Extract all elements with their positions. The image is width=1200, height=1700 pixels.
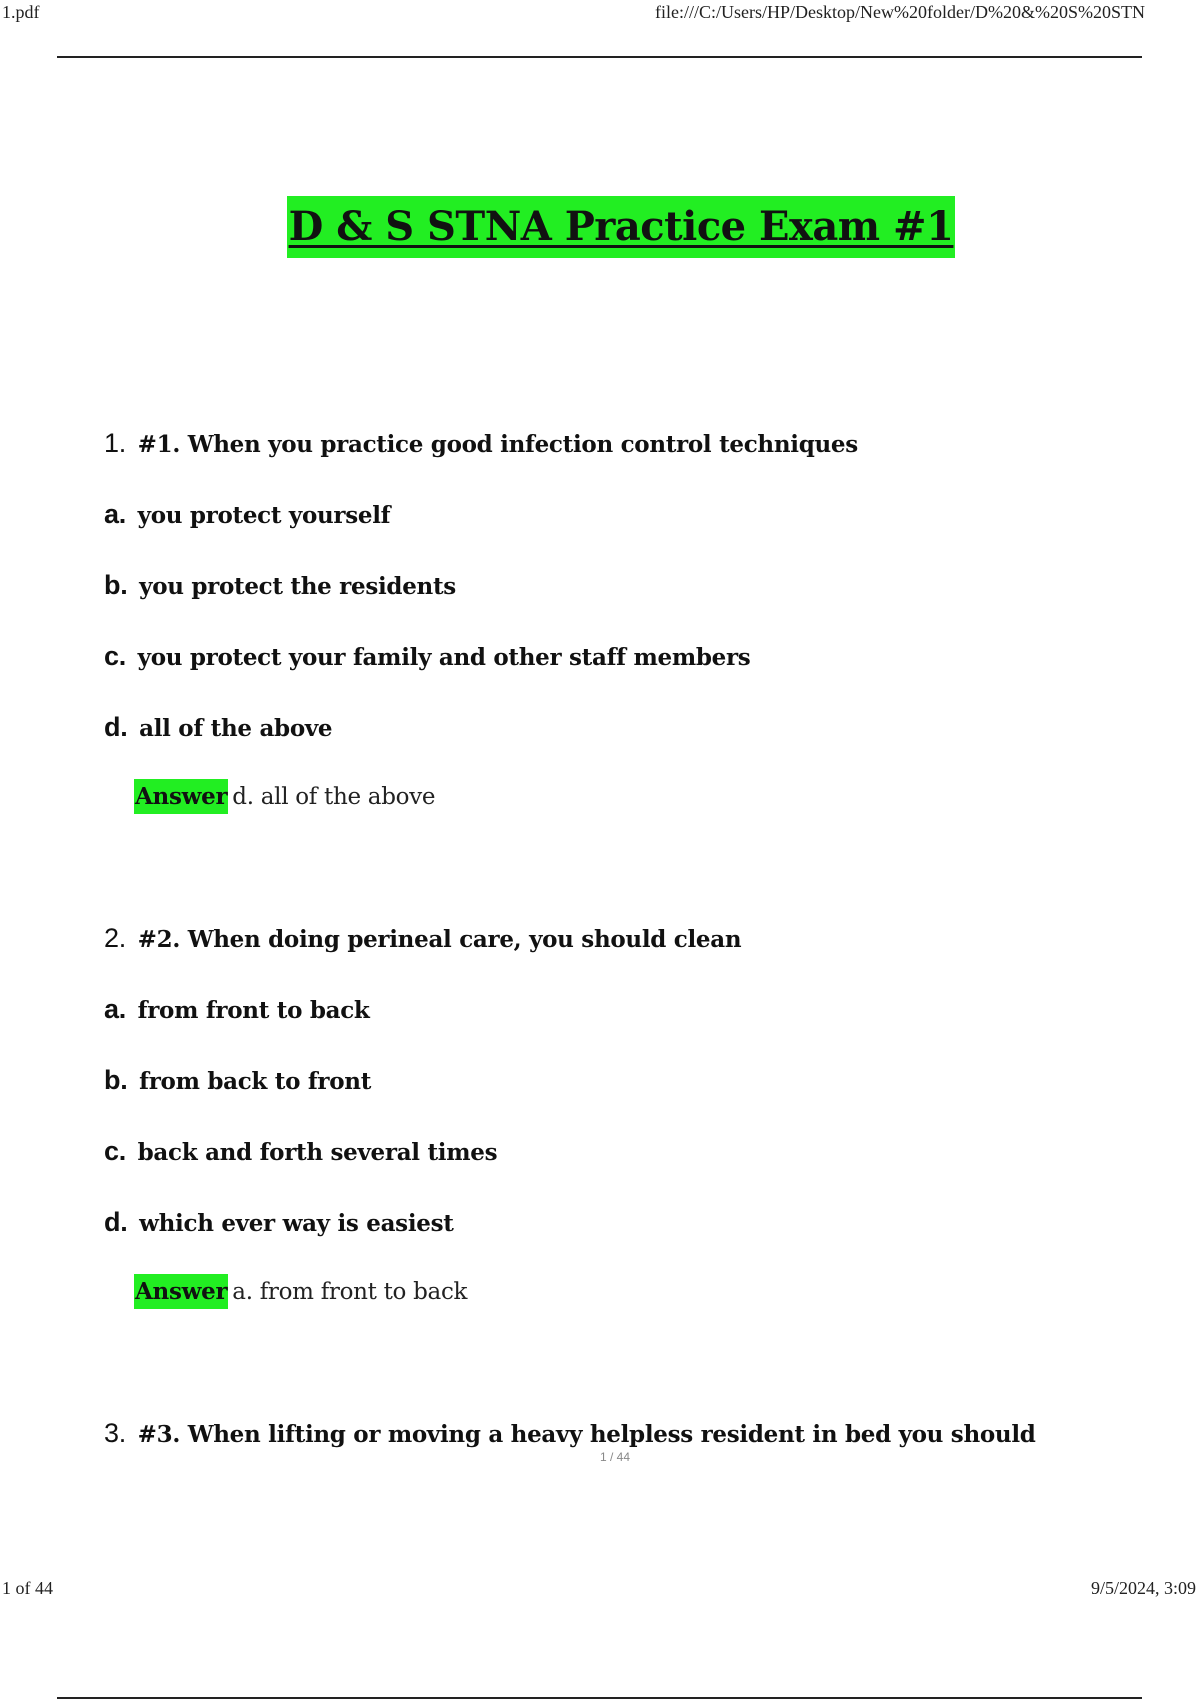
question-2-option-c bbox=[104, 1136, 497, 1167]
question-text: #3. When lifting or moving a heavy helpless resident in bed you should bbox=[137, 1421, 1036, 1448]
answer-label: Answer bbox=[134, 779, 228, 814]
page-counter: 1 / 44 bbox=[599, 1450, 631, 1464]
question-1-option-d bbox=[104, 712, 332, 743]
option-letter: a. bbox=[104, 499, 126, 529]
document-title: D & S STNA Practice Exam #1 bbox=[287, 196, 956, 258]
question-number: 3. bbox=[104, 1418, 126, 1448]
option-text: back and forth several times bbox=[137, 1139, 498, 1166]
print-footer-page: 1 of 44 bbox=[2, 1578, 53, 1598]
option-text: you protect your family and other staff members bbox=[137, 644, 751, 671]
option-letter: d. bbox=[104, 712, 128, 742]
print-footer-datetime: 9/5/2024, 3:09 bbox=[1090, 1578, 1196, 1598]
option-letter: a. bbox=[104, 994, 126, 1024]
option-text: all of the above bbox=[139, 715, 333, 742]
option-text: you protect yourself bbox=[137, 502, 391, 529]
question-2-answer bbox=[134, 1278, 467, 1305]
print-header-filename: 1.pdf bbox=[2, 2, 40, 22]
question-3 bbox=[104, 1418, 1036, 1449]
question-number: 1. bbox=[104, 428, 126, 458]
question-1-answer bbox=[134, 783, 435, 810]
question-1-option-c bbox=[104, 641, 750, 672]
question-2 bbox=[104, 923, 741, 954]
answer-text: d. all of the above bbox=[232, 784, 436, 810]
question-2-option-b bbox=[104, 1065, 371, 1096]
question-number: 2. bbox=[104, 923, 126, 953]
footer-divider bbox=[57, 1697, 1142, 1699]
answer-label: Answer bbox=[134, 1274, 228, 1309]
question-text: #2. When doing perineal care, you should clean bbox=[137, 926, 742, 953]
question-2-option-a bbox=[104, 994, 370, 1025]
question-1-option-a bbox=[104, 499, 390, 530]
question-1-option-b bbox=[104, 570, 456, 601]
option-text: from front to back bbox=[137, 997, 370, 1024]
question-2-option-d bbox=[104, 1207, 454, 1238]
option-letter: b. bbox=[104, 570, 128, 600]
header-divider bbox=[57, 56, 1142, 58]
option-text: from back to front bbox=[139, 1068, 372, 1095]
option-letter: c. bbox=[104, 1136, 126, 1166]
answer-text: a. from front to back bbox=[232, 1279, 468, 1305]
option-text: which ever way is easiest bbox=[139, 1210, 454, 1237]
print-header-url: file:///C:/Users/HP/Desktop/New%20folder/D%20&%20S%20STN bbox=[655, 2, 1145, 22]
option-letter: d. bbox=[104, 1207, 128, 1237]
option-text: you protect the residents bbox=[139, 573, 456, 600]
option-letter: c. bbox=[104, 641, 126, 671]
title-container bbox=[0, 196, 1200, 258]
question-text: #1. When you practice good infection control techniques bbox=[137, 431, 858, 458]
question-1 bbox=[104, 428, 858, 459]
option-letter: b. bbox=[104, 1065, 128, 1095]
